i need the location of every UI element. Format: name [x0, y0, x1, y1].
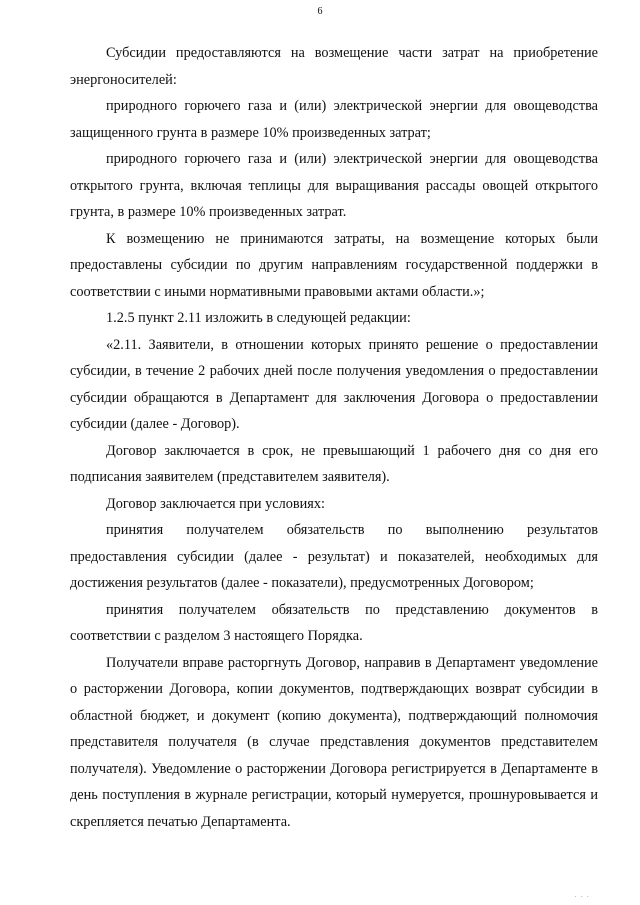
- paragraph-subsidy-purpose: Субсидии предоставляются на возмещение части затрат на приобретение энергоносителей:: [70, 45, 598, 88]
- page-number: 6: [317, 6, 323, 17]
- paragraph-termination: Получатели вправе расторгнуть Договор, направив в Департамент уведомление о расторжении Договора, копии документов, подтверждающих возврат субсидии в областной бюджет, и документ (копию документа), подтверждающий полномочия представителя получателя (в случае представления документов представителем получателя). Уведомление о расторжении Договора регистрируется в Департаменте в день поступления в журнале регистрации, который нумеруется, прошнуровывается и скрепляется печатью Департамента.: [70, 654, 598, 830]
- paragraph-amendment-2-11: 1.2.5 пункт 2.11 изложить в следующей редакции:: [106, 310, 411, 326]
- paragraph-contract-conditions: Договор заключается при условиях:: [106, 495, 325, 512]
- scan-artifact: · · ·: [574, 893, 590, 901]
- paragraph-condition-documents: принятия получателем обязательств по представлению документов в соответствии с разделом 3 настоящего Порядка.: [70, 601, 598, 644]
- paragraph-excluded-costs: К возмещению не принимаются затраты, на возмещение которых были предоставлены субсидии по другим направлениям государственной поддержки в соответствии с иными нормативными правовыми актами области.»;: [70, 230, 598, 300]
- paragraph-contract-term: Договор заключается в срок, не превышающий 1 рабочего дня со дня его подписания заявителем (представителем заявителя).: [70, 442, 598, 485]
- paragraph-clause-2-11: «2.11. Заявители, в отношении которых принято решение о предоставлении субсидии, в течение 2 рабочих дней после получения уведомления о предоставлении субсидии обращаются в Департамент для заключения Договора о предоставлении субсидии (далее - Договор).: [70, 336, 598, 432]
- paragraph-open-ground: природного горючего газа и (или) электрической энергии для овощеводства открытого грунта, включая теплицы для выращивания рассады овощей открытого грунта, в размере 10% произведенных затрат.: [70, 151, 598, 220]
- paragraph-condition-results: принятия получателем обязательств по выполнению результатов предоставления субсидии (далее - результат) и показателей, необходимых для достижения результатов (далее - показатели), предусмотренных Договором;: [70, 522, 598, 591]
- document-body: [70, 40, 598, 835]
- paragraph-protected-ground: природного горючего газа и (или) электрической энергии для овощеводства защищенного грунта в размере 10% произведенных затрат;: [70, 98, 598, 141]
